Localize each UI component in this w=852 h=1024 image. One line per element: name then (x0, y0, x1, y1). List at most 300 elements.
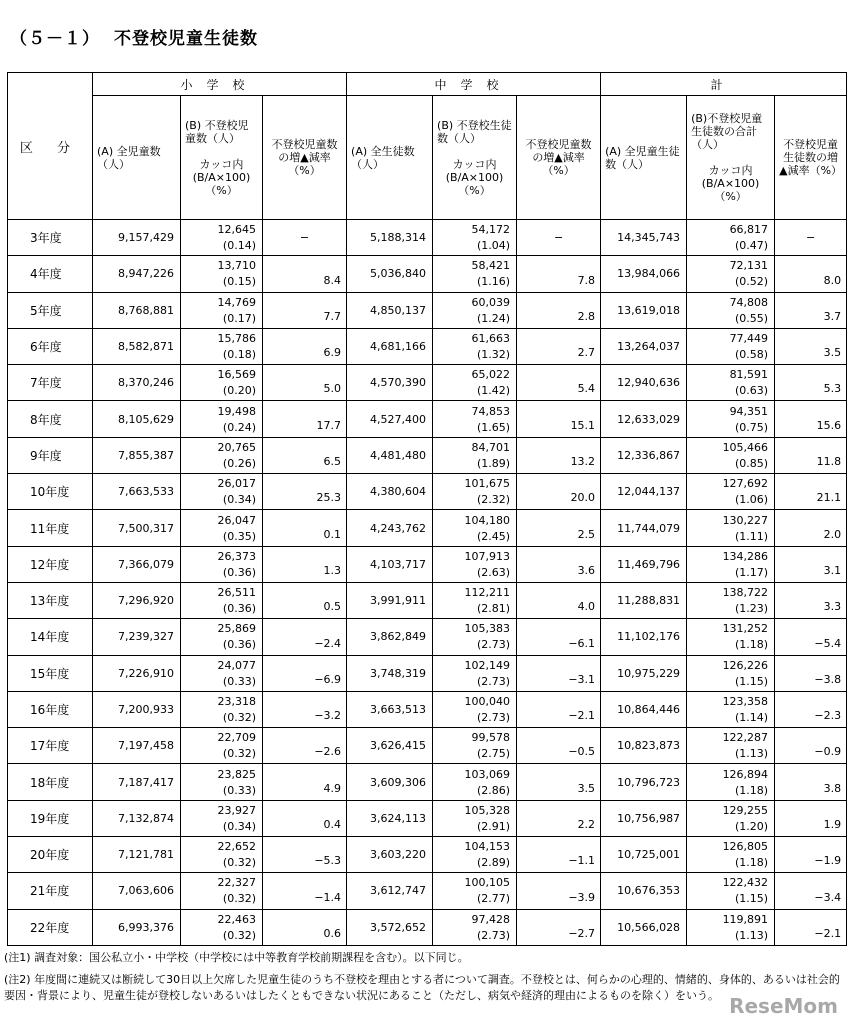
table-row (8, 474, 847, 510)
elem-a-header: (A) 全児童数（人） (93, 96, 181, 220)
tot-truant-cell (687, 546, 775, 582)
elem-change-cell: 0.5 (263, 582, 347, 618)
table-row (8, 220, 847, 256)
elem-truant-cell-count: 26,373 (217, 549, 256, 563)
tot-change-cell: 1.9 (775, 800, 847, 836)
table-row (8, 800, 847, 836)
tot-truant-cell (687, 292, 775, 328)
elem-truant-cell (181, 292, 263, 328)
jh-truant-cell (433, 764, 517, 800)
jh-truant-cell-ratio: (2.73) (476, 638, 511, 652)
elem-truant-cell (181, 837, 263, 873)
jh-truant-cell (433, 292, 517, 328)
tot-truant-cell-ratio: (0.75) (734, 420, 769, 434)
tot-total-cell: 10,975,229 (601, 655, 687, 691)
elem-total-cell: 7,239,327 (93, 619, 181, 655)
elem-truant-cell (181, 873, 263, 909)
elem-b-header: (B) 不登校児童数（人） カッコ内 (B/A×100)（%） (181, 96, 263, 220)
elem-truant-cell-ratio: (0.24) (222, 420, 256, 434)
tot-truant-cell-count: 126,894 (722, 767, 769, 781)
tot-truant-cell-count: 74,808 (729, 295, 769, 309)
jh-truant-cell (433, 546, 517, 582)
elem-total-cell: 8,105,629 (93, 401, 181, 437)
elem-truant-cell-count: 14,769 (217, 295, 256, 309)
elem-truant-cell-count: 16,569 (217, 368, 256, 382)
tot-truant-cell-count: 126,226 (722, 658, 769, 672)
jh-truant-cell-count: 74,853 (471, 404, 511, 418)
elem-total-cell: 8,370,246 (93, 365, 181, 401)
jh-truant-cell-ratio: (1.89) (476, 456, 511, 470)
elem-change-cell: 7.7 (263, 292, 347, 328)
jh-total-cell: 4,380,604 (347, 474, 433, 510)
elem-truant-cell-count: 12,645 (217, 223, 256, 237)
tot-total-cell: 12,336,867 (601, 437, 687, 473)
elem-truant-cell-ratio: (0.20) (222, 384, 256, 398)
tot-change-cell: 11.8 (775, 437, 847, 473)
tot-total-cell: 11,469,796 (601, 546, 687, 582)
year-cell: 5年度 (8, 292, 93, 328)
jh-truant-cell-ratio: (2.73) (476, 928, 511, 942)
elem-truant-cell-ratio: (0.32) (222, 747, 256, 761)
elem-total-cell: 7,121,781 (93, 837, 181, 873)
jh-total-cell: 4,570,390 (347, 365, 433, 401)
elem-change-cell: − (263, 220, 347, 256)
year-cell: 6年度 (8, 328, 93, 364)
elem-truant-cell (181, 365, 263, 401)
tot-change-cell: 8.0 (775, 256, 847, 292)
jh-change-cell: 4.0 (517, 582, 601, 618)
elem-truant-cell-count: 22,709 (217, 731, 256, 745)
jh-total-cell: 3,612,747 (347, 873, 433, 909)
elem-truant-cell (181, 582, 263, 618)
table-row (8, 510, 847, 546)
tot-truant-cell (687, 474, 775, 510)
elem-truant-cell (181, 800, 263, 836)
elem-truant-cell-count: 13,710 (217, 259, 256, 273)
jh-truant-cell-ratio: (2.77) (476, 892, 511, 906)
jh-truant-cell (433, 437, 517, 473)
jh-truant-cell-count: 102,149 (464, 658, 511, 672)
elem-truant-cell-ratio: (0.35) (222, 529, 256, 543)
tot-truant-cell-ratio: (1.18) (734, 783, 769, 797)
elem-total-cell: 7,500,317 (93, 510, 181, 546)
jh-change-cell: − (517, 220, 601, 256)
jh-truant-cell-count: 58,421 (471, 259, 511, 273)
jh-truant-cell (433, 220, 517, 256)
jh-truant-cell-ratio: (1.42) (476, 384, 511, 398)
elem-change-cell: 1.3 (263, 546, 347, 582)
jh-change-cell: −2.1 (517, 691, 601, 727)
jh-truant-cell-ratio: (2.89) (476, 856, 511, 870)
jh-total-cell: 3,991,911 (347, 582, 433, 618)
elem-truant-cell-count: 23,825 (217, 767, 256, 781)
tot-change-cell: −0.9 (775, 728, 847, 764)
tot-truant-cell-ratio: (0.52) (734, 275, 769, 289)
table-row (8, 619, 847, 655)
tot-truant-cell-ratio: (1.13) (734, 928, 769, 942)
elem-truant-cell (181, 256, 263, 292)
elem-total-cell: 7,855,387 (93, 437, 181, 473)
title-text: 不登校児童生徒数 (114, 29, 258, 49)
footnotes (4, 950, 844, 1010)
elem-truant-cell-ratio: (0.36) (222, 638, 256, 652)
jh-truant-cell-ratio: (2.81) (476, 602, 511, 616)
jh-truant-cell (433, 655, 517, 691)
jh-truant-cell (433, 800, 517, 836)
tot-d-header: 不登校児童生徒数の増▲減率（%） (775, 96, 847, 220)
tot-truant-cell-count: 72,131 (729, 259, 769, 273)
tot-change-cell: −3.4 (775, 873, 847, 909)
jh-truant-cell (433, 401, 517, 437)
jh-change-cell: 20.0 (517, 474, 601, 510)
elem-change-cell: 25.3 (263, 474, 347, 510)
jh-change-cell: −2.7 (517, 909, 601, 945)
tot-total-cell: 10,796,723 (601, 764, 687, 800)
elem-change-cell: −1.4 (263, 873, 347, 909)
table-row (8, 401, 847, 437)
jh-total-cell: 4,850,137 (347, 292, 433, 328)
elem-truant-cell (181, 764, 263, 800)
tot-truant-cell (687, 764, 775, 800)
tot-truant-cell-ratio: (1.13) (734, 747, 769, 761)
elem-truant-cell-ratio: (0.34) (222, 819, 256, 833)
tot-total-cell: 10,566,028 (601, 909, 687, 945)
elem-change-cell: 0.4 (263, 800, 347, 836)
group-elementary: 小学校 (93, 73, 347, 96)
elem-truant-cell (181, 619, 263, 655)
jh-truant-cell-ratio: (2.45) (476, 529, 511, 543)
jh-truant-cell-ratio: (2.63) (476, 565, 511, 579)
table-row (8, 837, 847, 873)
tot-truant-cell-count: 129,255 (722, 803, 769, 817)
jh-truant-cell-count: 61,663 (471, 332, 511, 346)
elem-truant-cell (181, 220, 263, 256)
elem-truant-cell-count: 24,077 (217, 658, 256, 672)
tot-total-cell: 10,676,353 (601, 873, 687, 909)
year-cell: 22年度 (8, 909, 93, 945)
elem-truant-cell (181, 691, 263, 727)
tot-change-cell: −3.8 (775, 655, 847, 691)
jh-total-cell: 5,036,840 (347, 256, 433, 292)
jh-truant-cell-count: 65,022 (471, 368, 511, 382)
elem-change-cell: −6.9 (263, 655, 347, 691)
year-cell: 15年度 (8, 655, 93, 691)
jh-change-cell: −3.9 (517, 873, 601, 909)
tot-truant-cell (687, 365, 775, 401)
tot-change-cell: 3.3 (775, 582, 847, 618)
elem-truant-cell (181, 510, 263, 546)
tot-truant-cell (687, 256, 775, 292)
jh-change-cell: 7.8 (517, 256, 601, 292)
tot-change-cell: −1.9 (775, 837, 847, 873)
tot-change-cell: −2.3 (775, 691, 847, 727)
tot-change-cell: −2.1 (775, 909, 847, 945)
elem-change-cell: 6.5 (263, 437, 347, 473)
elem-truant-cell-count: 22,463 (217, 912, 256, 926)
elem-total-cell: 7,200,933 (93, 691, 181, 727)
tot-truant-cell-count: 105,466 (722, 440, 769, 454)
elem-truant-cell-ratio: (0.14) (222, 239, 256, 253)
elem-truant-cell-ratio: (0.36) (222, 602, 256, 616)
elem-change-cell: 17.7 (263, 401, 347, 437)
tot-total-cell: 13,264,037 (601, 328, 687, 364)
tot-truant-cell-count: 77,449 (729, 332, 769, 346)
elem-total-cell: 6,993,376 (93, 909, 181, 945)
jh-d-header: 不登校児童数の増▲減率（%） (517, 96, 601, 220)
elem-truant-cell (181, 437, 263, 473)
jh-truant-cell-count: 105,383 (464, 622, 511, 636)
tot-change-cell: 21.1 (775, 474, 847, 510)
elem-truant-cell-ratio: (0.34) (222, 493, 256, 507)
jh-change-cell: 3.5 (517, 764, 601, 800)
tot-truant-cell-ratio: (0.55) (734, 311, 769, 325)
jh-change-cell: 3.6 (517, 546, 601, 582)
tot-total-cell: 10,756,987 (601, 800, 687, 836)
tot-truant-cell-count: 123,358 (722, 695, 769, 708)
jh-total-cell: 3,572,652 (347, 909, 433, 945)
jh-truant-cell-ratio: (2.91) (476, 819, 511, 833)
elem-truant-cell-ratio: (0.33) (222, 674, 256, 688)
table-row (8, 328, 847, 364)
table-row (8, 728, 847, 764)
elem-truant-cell-ratio: (0.36) (222, 565, 256, 579)
jh-truant-cell-count: 105,328 (464, 803, 511, 817)
jh-truant-cell-ratio: (2.32) (476, 493, 511, 507)
elem-truant-cell-count: 26,511 (217, 586, 256, 600)
elem-change-cell: −2.4 (263, 619, 347, 655)
jh-truant-cell-ratio: (1.32) (476, 348, 511, 362)
table-row (8, 546, 847, 582)
elem-d-header: 不登校児童数の増▲減率（%） (263, 96, 347, 220)
jh-truant-cell-count: 104,180 (464, 513, 511, 527)
tot-total-cell: 12,044,137 (601, 474, 687, 510)
tot-truant-cell-count: 122,287 (722, 731, 769, 745)
tot-total-cell: 10,823,873 (601, 728, 687, 764)
elem-total-cell: 7,366,079 (93, 546, 181, 582)
year-cell: 11年度 (8, 510, 93, 546)
jh-truant-cell-ratio: (1.65) (476, 420, 511, 434)
year-cell: 3年度 (8, 220, 93, 256)
jh-truant-cell-count: 100,105 (464, 876, 511, 890)
tot-truant-cell-count: 134,286 (722, 549, 769, 563)
jh-truant-cell-count: 107,913 (464, 549, 511, 563)
jh-truant-cell (433, 619, 517, 655)
group-junior-high: 中学校 (347, 73, 601, 96)
elem-total-cell: 7,187,417 (93, 764, 181, 800)
jh-truant-cell (433, 837, 517, 873)
elem-truant-cell-count: 23,318 (217, 695, 256, 708)
jh-b-header: (B) 不登校生徒数（人） カッコ内 (B/A×100)（%） (433, 96, 517, 220)
tot-truant-cell (687, 800, 775, 836)
jh-truant-cell (433, 728, 517, 764)
tot-truant-cell (687, 582, 775, 618)
jh-total-cell: 3,862,849 (347, 619, 433, 655)
elem-truant-cell-count: 22,652 (217, 840, 256, 854)
elem-truant-cell-ratio: (0.32) (222, 711, 256, 724)
elem-truant-cell (181, 909, 263, 945)
elem-total-cell: 7,197,458 (93, 728, 181, 764)
jh-a-header: (A) 全生徒数（人） (347, 96, 433, 220)
elem-change-cell: 4.9 (263, 764, 347, 800)
elem-truant-cell (181, 655, 263, 691)
table-row (8, 691, 847, 727)
year-cell: 7年度 (8, 365, 93, 401)
elem-total-cell: 8,768,881 (93, 292, 181, 328)
tot-change-cell: 5.3 (775, 365, 847, 401)
jh-change-cell: −1.1 (517, 837, 601, 873)
year-cell: 10年度 (8, 474, 93, 510)
elem-change-cell: 0.6 (263, 909, 347, 945)
tot-total-cell: 11,288,831 (601, 582, 687, 618)
elem-truant-cell-ratio: (0.17) (222, 311, 256, 325)
elem-total-cell: 8,947,226 (93, 256, 181, 292)
tot-total-cell: 10,864,446 (601, 691, 687, 727)
tot-truant-cell (687, 655, 775, 691)
tot-truant-cell (687, 328, 775, 364)
table-row (8, 437, 847, 473)
note-2: (注2) 年度間に連続又は断続して30日以上欠席した児童生徒のうち不登校を理由とする者について調査。不登校とは、何らかの心理的、情緒的、身体的、あるいは社会的要因・背景により、児童生徒が登校しないあるいはしたくともできない状況にあること（ただし、病気や経済的理由によるものを除く）をいう。 (4, 973, 840, 1002)
tot-truant-cell-ratio: (0.85) (734, 456, 769, 470)
tot-total-cell: 13,619,018 (601, 292, 687, 328)
tot-total-cell: 13,984,066 (601, 256, 687, 292)
table-row (8, 655, 847, 691)
tot-b-header: (B)不登校児童生徒数の合計（人） カッコ内 (B/A×100)（%） (687, 96, 775, 220)
jh-total-cell: 4,243,762 (347, 510, 433, 546)
elem-change-cell: −3.2 (263, 691, 347, 727)
elem-total-cell: 9,157,429 (93, 220, 181, 256)
tot-change-cell: − (775, 220, 847, 256)
jh-change-cell: 2.7 (517, 328, 601, 364)
jh-truant-cell-count: 100,040 (464, 695, 511, 708)
jh-truant-cell-ratio: (2.75) (476, 747, 511, 761)
jh-truant-cell-ratio: (2.73) (476, 674, 511, 688)
tot-change-cell: 15.6 (775, 401, 847, 437)
watermark-logo: ReseMom (729, 994, 838, 1018)
year-cell: 17年度 (8, 728, 93, 764)
tot-a-header: (A) 全児童生徒数（人） (601, 96, 687, 220)
elem-truant-cell-ratio: (0.26) (222, 456, 256, 470)
elem-change-cell: 8.4 (263, 256, 347, 292)
tot-truant-cell (687, 619, 775, 655)
jh-truant-cell-count: 97,428 (471, 912, 511, 926)
jh-truant-cell-count: 54,172 (471, 223, 511, 237)
jh-truant-cell-ratio: (2.73) (476, 711, 511, 724)
jh-truant-cell (433, 474, 517, 510)
tot-truant-cell-ratio: (1.18) (734, 856, 769, 870)
section-number: （５－１） (10, 29, 100, 49)
jh-truant-cell (433, 909, 517, 945)
jh-truant-cell (433, 873, 517, 909)
tot-truant-cell-count: 122,432 (722, 876, 769, 890)
elem-total-cell: 7,132,874 (93, 800, 181, 836)
elem-truant-cell-ratio: (0.32) (222, 856, 256, 870)
jh-truant-cell-ratio: (1.16) (476, 275, 511, 289)
year-cell: 9年度 (8, 437, 93, 473)
elem-total-cell: 7,296,920 (93, 582, 181, 618)
jh-truant-cell (433, 510, 517, 546)
jh-change-cell: 2.2 (517, 800, 601, 836)
elem-truant-cell (181, 401, 263, 437)
tot-truant-cell-ratio: (1.15) (734, 892, 769, 906)
jh-truant-cell-count: 112,211 (464, 586, 511, 600)
jh-total-cell: 3,748,319 (347, 655, 433, 691)
jh-total-cell: 4,103,717 (347, 546, 433, 582)
jh-total-cell: 3,603,220 (347, 837, 433, 873)
tot-truant-cell-ratio: (1.06) (734, 493, 769, 507)
tot-truant-cell-count: 66,817 (729, 223, 769, 237)
jh-truant-cell-count: 101,675 (464, 477, 511, 491)
jh-change-cell: −3.1 (517, 655, 601, 691)
tot-truant-cell-count: 130,227 (722, 513, 769, 527)
tot-total-cell: 14,345,743 (601, 220, 687, 256)
elem-total-cell: 7,063,606 (93, 873, 181, 909)
table-row (8, 873, 847, 909)
tot-truant-cell (687, 837, 775, 873)
tot-change-cell: −5.4 (775, 619, 847, 655)
year-cell: 21年度 (8, 873, 93, 909)
table-row (8, 582, 847, 618)
jh-change-cell: −0.5 (517, 728, 601, 764)
tot-truant-cell (687, 510, 775, 546)
jh-truant-cell (433, 365, 517, 401)
jh-total-cell: 3,626,415 (347, 728, 433, 764)
table-row (8, 292, 847, 328)
jh-total-cell: 3,663,513 (347, 691, 433, 727)
tot-truant-cell (687, 437, 775, 473)
jh-total-cell: 5,188,314 (347, 220, 433, 256)
elem-change-cell: −2.6 (263, 728, 347, 764)
elem-truant-cell (181, 474, 263, 510)
tot-truant-cell (687, 220, 775, 256)
truancy-table (7, 72, 847, 946)
jh-change-cell: −6.1 (517, 619, 601, 655)
jh-truant-cell (433, 582, 517, 618)
year-cell: 4年度 (8, 256, 93, 292)
tot-truant-cell (687, 691, 775, 727)
tot-total-cell: 11,102,176 (601, 619, 687, 655)
elem-truant-cell (181, 546, 263, 582)
year-cell: 19年度 (8, 800, 93, 836)
jh-total-cell: 4,681,166 (347, 328, 433, 364)
jh-total-cell: 4,481,480 (347, 437, 433, 473)
elem-truant-cell-count: 26,017 (217, 477, 256, 491)
tot-change-cell: 3.1 (775, 546, 847, 582)
elem-truant-cell-count: 19,498 (217, 404, 256, 418)
tot-truant-cell-ratio: (1.17) (734, 565, 769, 579)
tot-truant-cell-ratio: (1.20) (734, 819, 769, 833)
year-cell: 20年度 (8, 837, 93, 873)
year-cell: 8年度 (8, 401, 93, 437)
jh-change-cell: 15.1 (517, 401, 601, 437)
tot-truant-cell-ratio: (0.58) (734, 348, 769, 362)
page-title (10, 24, 258, 49)
jh-truant-cell-count: 104,153 (464, 840, 511, 854)
jh-truant-cell-ratio: (2.86) (476, 783, 511, 797)
jh-truant-cell-count: 60,039 (471, 295, 511, 309)
tot-truant-cell-count: 138,722 (722, 586, 769, 600)
elem-truant-cell-count: 23,927 (217, 803, 256, 817)
tot-truant-cell-count: 119,891 (722, 912, 769, 926)
jh-change-cell: 5.4 (517, 365, 601, 401)
year-cell: 14年度 (8, 619, 93, 655)
elem-truant-cell-ratio: (0.32) (222, 928, 256, 942)
tot-truant-cell-count: 127,692 (722, 477, 769, 491)
tot-truant-cell-ratio: (0.63) (734, 384, 769, 398)
year-cell: 18年度 (8, 764, 93, 800)
jh-total-cell: 4,527,400 (347, 401, 433, 437)
tot-truant-cell-ratio: (1.11) (734, 529, 769, 543)
tot-truant-cell-ratio: (0.47) (734, 239, 769, 253)
